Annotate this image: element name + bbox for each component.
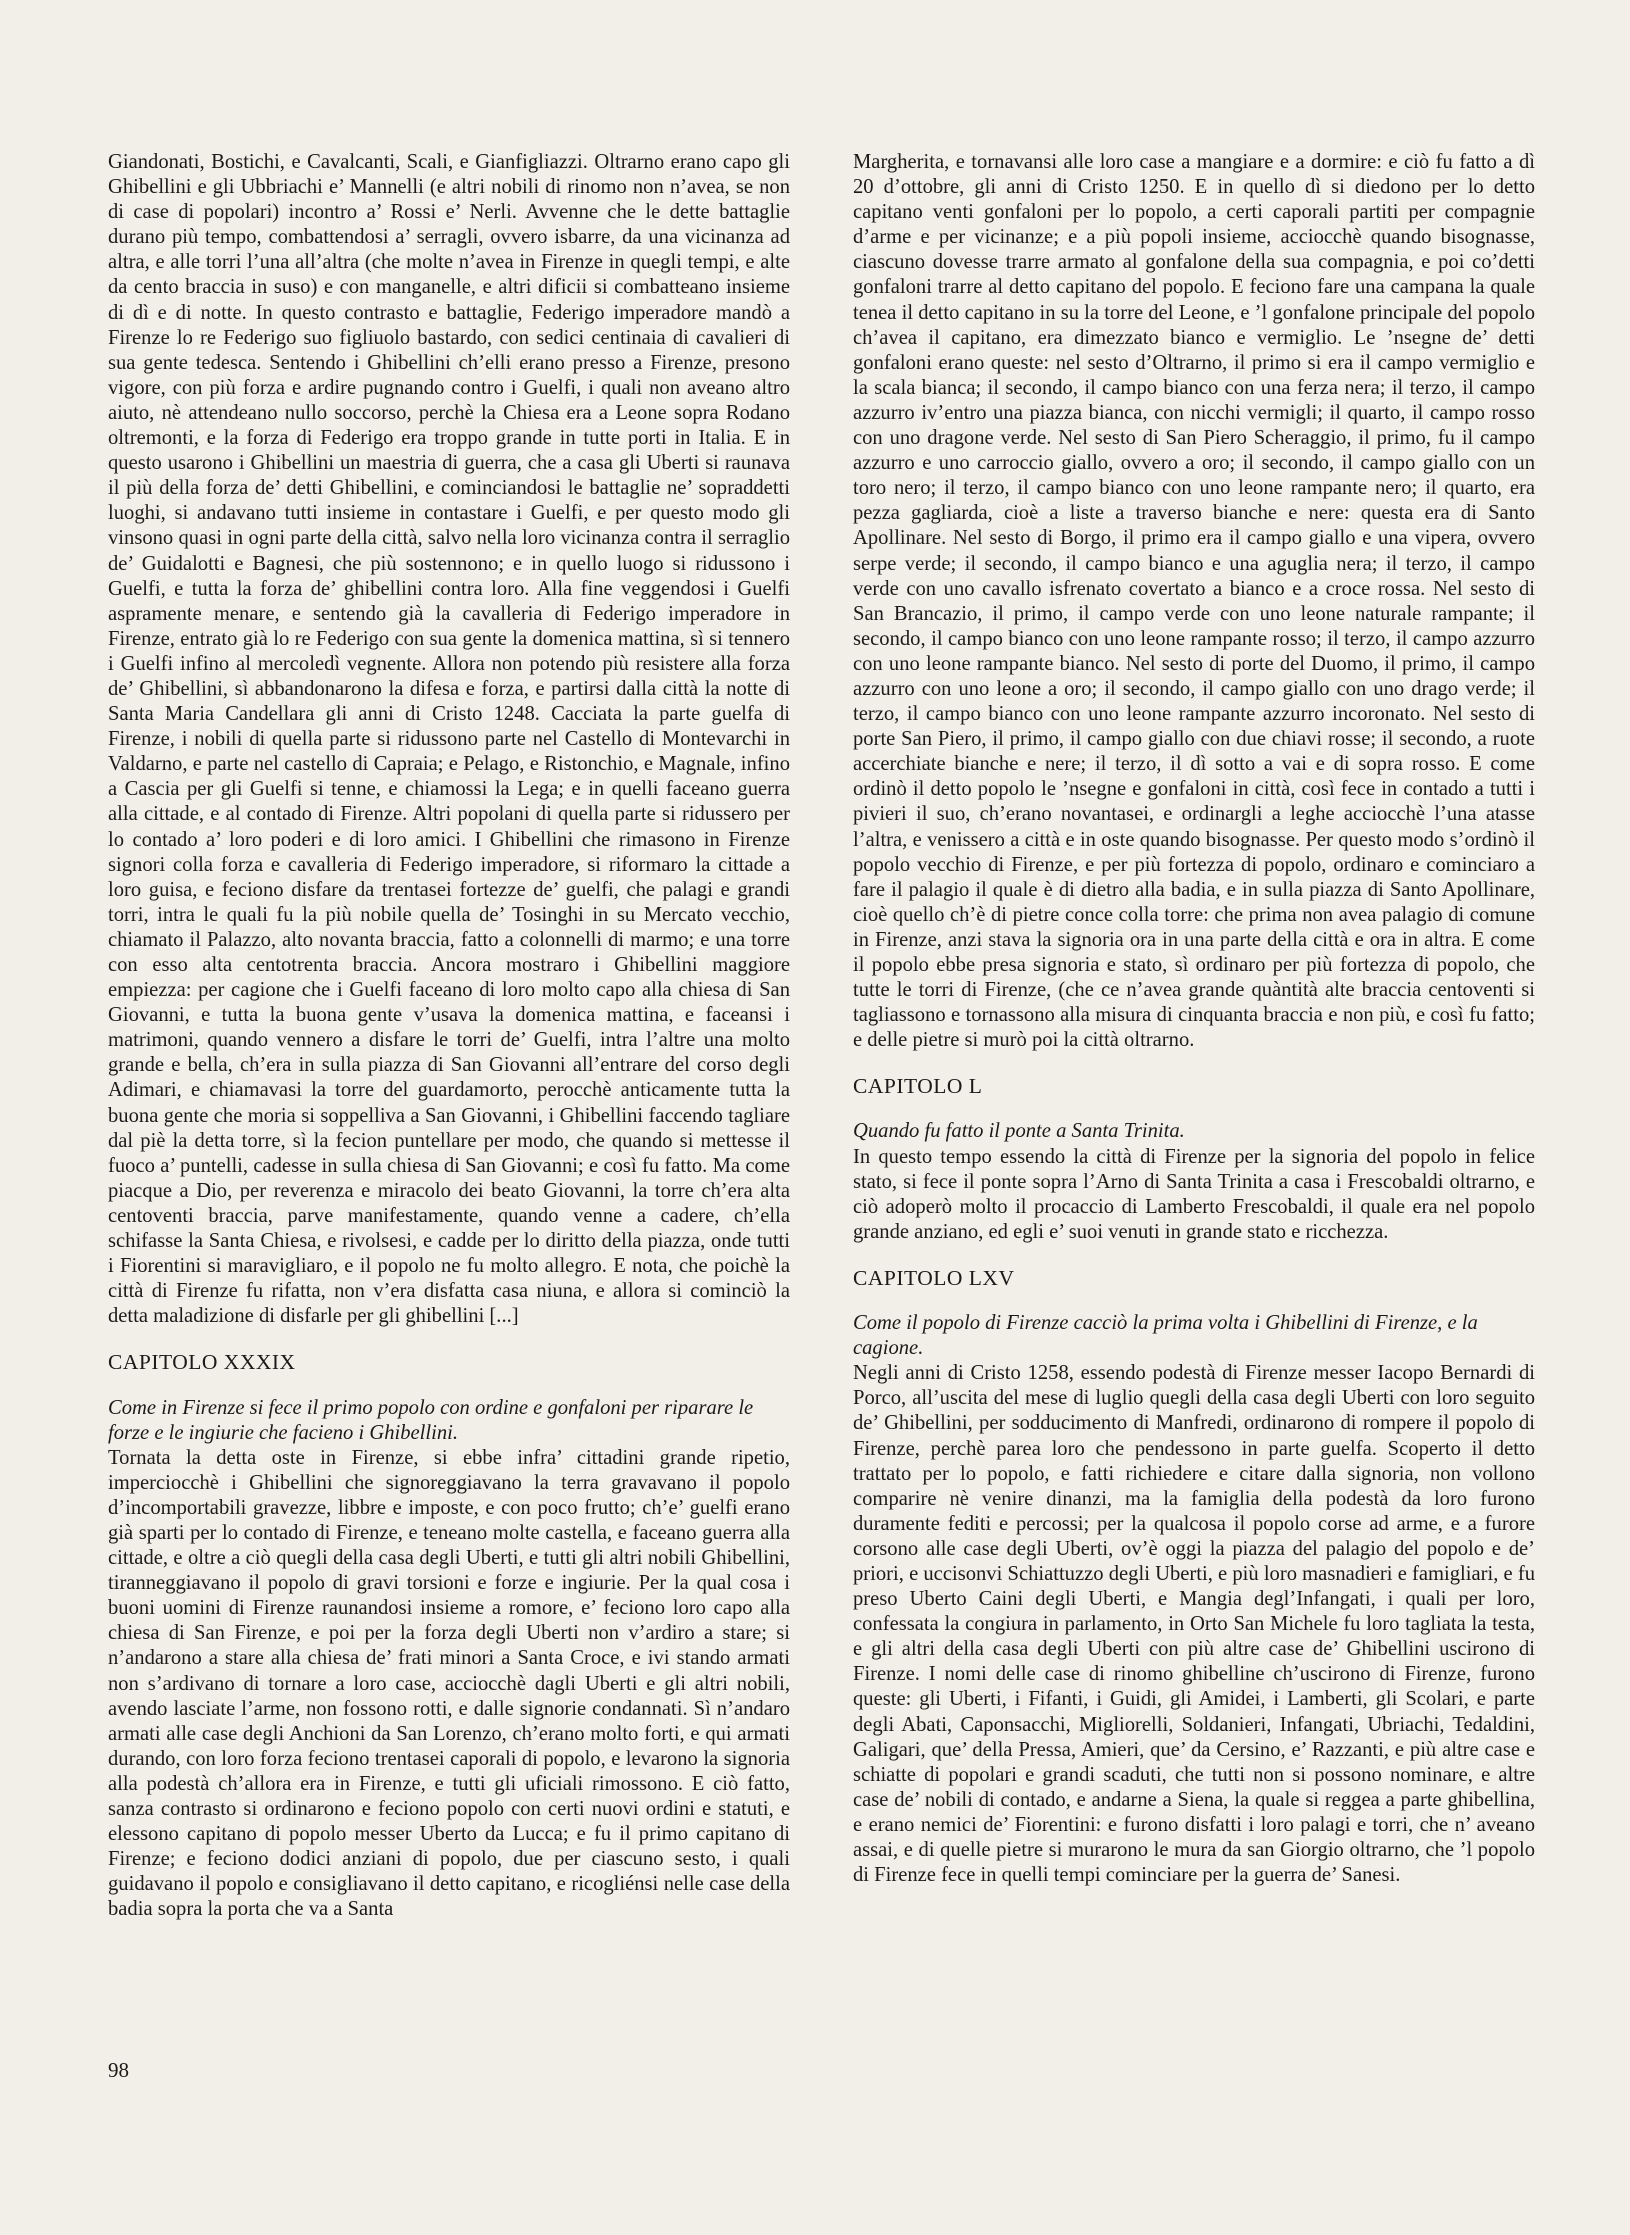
chapter-subtitle: Quando fu fatto il ponte a Santa Trinita. <box>853 1120 1185 1143</box>
page-number: 98 <box>108 2058 129 2082</box>
body-paragraph: In questo tempo essendo la città di Firenze per la signoria del popolo in felice stato, si fece il ponte sopra l’Arno di Santa Trinita a casa i Frescobaldi oltrarno, e ciò adoperò molto il procaccio di Lamberto Frescobaldi, il quale era nel popolo grande anziano, ed egli e’ suoi venuti in grande stato e ricchezza. <box>853 1145 1535 1243</box>
body-paragraph: Tornata la detta oste in Firenze, si ebbe infra’ cittadini grande ripetio, imperciocchè i Ghibellini che signoreggiavano la terra gravavano il popolo d’incomportabili gravezze, libbre e imposte, e con poco frutto; ch’e’ guelfi erano già sparti per lo contado di Firenze, e teneano molte castella, e faceano guerra alla cittade, e oltre a ciò quegli della casa degli Uberti, e tutti gli altri nobili Ghibellini, tiranneggiavano il popolo di gravi torsioni e forze e ingiurie. Per la qual cosa i buoni uomini di Firenze raunandosi insieme a romore, e’ feciono loro capo alla chiesa di San Firenze, e poi per la forza degli Uberti non v’ardiro a stare; si n’andarono a stare alla chiesa de’ frati minori a Santa Croce, e ivi stando armati non s’ardivano di tornare a loro case, acciocchè dagli Uberti e gli altri nobili, avendo lasciate l’arme, non fossono rotti, e dalle signorie condannati. Sì n’andaro armati alle case degli Anchioni da San Lorenzo, ch’erano molto forti, e qui armati durando, con loro forza feciono trentasei caporali di popolo, e levarono la signoria alla podestà ch’allora era in Firenze, e tutti gli uficiali rimossono. E ciò fatto, sanza contrasto si ordinarono e feciono popolo con certi nuovi ordini e statuti, e elessono capitano di popolo messer Uberto da Lucca; e fu il primo capitano di Firenze; e feciono dodici anziani di popolo, due per ciascuno sesto, i quali guidavano il popolo e consigliavano il detto capitano, e ricogliénsi nelle case della badia sopra la porta che va a Santa <box>108 1446 790 1921</box>
body-paragraph: Negli anni di Cristo 1258, essendo podestà di Firenze messer Iacopo Bernardi di Porco, all’uscita del mese di luglio quegli della casa degli Uberti con loro seguito de’ Ghibellini, per sodducimento di Manfredi, ordinarono di rompere il popolo di Firenze, perchè parea loro che pendessono in parte guelfa. Scoperto il detto trattato per lo popolo, e fatti richiedere e citare dalla signoria, non vollono comparire nè venire dinanzi, ma la famiglia della podestà da loro furono duramente fediti e percossi; per la qualcosa il popolo corse ad arme, e a furore corsono alle case degli Uberti, ov’è oggi la piazza del palagio del popolo e de’ priori, e uccisonvi Schiattuzzo degli Uberti, e più loro masnadieri e famigliari, e fu preso Uberto Caini degli Uberti, e Mangia degl’Infangati, i quali per loro, confessata la congiura in parlamento, in Orto San Michele fu loro tagliata la testa, e gli altri della casa degli Uberti con più altre case de’ Ghibellini uscirono di Firenze. I nomi delle case di rinomo ghibelline ch’uscirono di Firenze, furono queste: gli Uberti, i Fifanti, i Guidi, gli Amidei, i Lamberti, gli Scolari, e parte degli Abati, Caponsacchi, Migliorelli, Soldanieri, Infangati, Ubriachi, Tedaldini, Galigari, que’ della Pressa, Amieri, que’ da Cersino, e’ Razzanti, e più altre case e schiatte di popolari e grandi scaduti, che tutti non si possono nominare, e altre case de’ nobili di contado, e andarne a Siena, la quale si reggea a parte ghibellina, e erano nemici de’ Fiorentini: e furono disfatti i loro palagi e torri, che n’ aveano assai, e di quelle pietre si murarono le mura da san Giorgio oltrarno, che ’l popolo di Firenze fece in quelli tempi cominciare per la guerra de’ Sanesi. <box>853 1362 1535 1887</box>
left-column <box>108 150 790 1922</box>
chapter-heading: CAPITOLO LXV <box>853 1265 1015 1290</box>
chapter-heading: CAPITOLO L <box>853 1074 983 1099</box>
body-paragraph: Margherita, e tornavansi alle loro case a mangiare e a dormire: e ciò fu fatto a dì 20 d’ottobre, gli anni di Cristo 1250. E in quello dì si diedono per lo detto capitano venti gonfaloni per lo popolo, a certi caporali partiti per compagnie d’arme e per vicinanze; e a più popoli insieme, acciocchè quando bisognasse, ciascuno dovesse trarre armato al gonfalone della sua compagnia, e poi co’detti gonfaloni trarre al detto capitano del popolo. E feciono fare una campana la quale tenea il detto capitano in su la torre del Leone, e ’l gonfalone principale del popolo ch’avea il capitano, era dimezzato bianco e vermiglio. Le ’nsegne de’ detti gonfaloni erano queste: nel sesto d’Oltrarno, il primo si era il campo vermiglio e la scala bianca; il secondo, il campo bianco con una ferza nera; il terzo, il campo azzurro iv’entro una piazza bianca, con nicchi vermigli; il quarto, il campo rosso con uno dragone verde. Nel sesto di San Piero Scheraggio, il primo, fu il campo azzurro e uno carroccio giallo, ovvero a oro; il secondo, il campo giallo con un toro nero; il terzo, il campo bianco con uno leone rampante nero; il quarto, era pezza gagliarda, cioè a liste a traverso bianche e nere: questa era di Santo Apollinare. Nel sesto di Borgo, il primo era il campo giallo e una vipera, ovvero serpe verde; il secondo, il campo bianco e una aguglia nera; il terzo, il campo verde con uno cavallo isfrenato covertato a bianco e a croce rossa. Nel sesto di San Brancazio, il primo, il campo verde con uno leone naturale rampante; il secondo, il campo bianco con uno leone rampante rosso; il terzo, il campo azzurro con uno leone rampante bianco. Nel sesto di porte del Duomo, il primo, il campo azzurro con uno leone a oro; il secondo, il campo giallo con uno drago verde; il terzo, il campo bianco con uno leone rampante azzurro incoronato. Nel sesto di porte San Piero, il primo, il campo giallo con due chiavi rosse; il secondo, a ruote accerchiate bianche e nere; il terzo, il dì sotto a vai e di sopra rosso. E come ordinò il detto popolo le ’nsegne e gonfaloni in città, così fece in contado a tutti i pivieri il suo, ch’erano novantasei, e ordinargli a leghe acciocchè l’una atasse l’altra, e venissero a città e in oste quando bisognasse. Per questo modo s’ordinò il popolo vecchio di Firenze, e per più fortezza di popolo, ordinaro e cominciaro a fare il palagio il quale è di dietro alla badia, e in sulla piazza di Santo Apollinare, cioè quello ch’è di pietre conce colla torre: che prima non avea palagio di comune in Firenze, anzi stava la signoria ora in una parte della città e ora in altra. E come il popolo ebbe presa signoria e stato, sì ordinaro per più fortezza di popolo, che tutte le torri di Firenze, (che ce n’avea grande quàntità alte braccia centoventi si tagliassono e tornassono alla misura di cinquanta braccia e non più, e così fu fatto; e delle pietre si murò poi la città oltrarno. <box>853 151 1535 1052</box>
right-column <box>853 150 1535 1888</box>
chapter-subtitle: Come in Firenze si fece il primo popolo con ordine e gonfaloni per riparare le forze e le ingiurie che facieno i Ghibellini. <box>108 1396 754 1444</box>
chapter-heading: CAPITOLO XXXIX <box>108 1350 296 1375</box>
chapter-subtitle: Come il popolo di Firenze cacciò la prima volta i Ghibellini di Firenze, e la cagione. <box>853 1312 1478 1360</box>
body-paragraph: Giandonati, Bostichi, e Cavalcanti, Scali, e Gianfigliazzi. Oltrarno erano capo gli Ghibellini e gli Ubbriachi e’ Mannelli (e altri nobili di rinomo non n’avea, se non di case di popolari) incontro a’ Rossi e’ Nerli. Avvenne che le dette battaglie durano più tempo, combattendosi a’ serragli, ovvero isbarre, da una vicinanza ad altra, e alle torri l’una all’altra (che molte n’avea in Firenze in quegli tempi, e alte da cento braccia in suso) e con manganelle, e altri dificii si combatteano insieme di dì e di notte. In questo contrasto e battaglie, Federigo imperadore mandò a Firenze lo re Federigo suo figliuolo bastardo, con sedici centinaia di cavalieri di sua gente tedesca. Sentendo i Ghibellini ch’elli erano presso a Firenze, presono vigore, con più forza e ardire pugnando contro i Guelfi, i quali non aveano altro aiuto, nè attendeano nullo soccorso, perchè la Chiesa era a Leone sopra Rodano oltremonti, e la forza di Federigo era troppo grande in tutte porti in Italia. E in questo usarono i Ghibellini un maestria di guerra, che a casa gli Uberti si raunava il più della forza de’ detti Ghibellini, e cominciandosi le battaglie ne’ sopraddetti luoghi, si andavano tutti insieme in contastare i Guelfi, e per questo modo gli vinsono quasi in ogni parte della città, salvo nella loro vicinanza contra il serraglio de’ Guidalotti e Bagnesi, che più sostennono; e in quello luogo si ridussono i Guelfi, e tutta la forza de’ ghibellini contra loro. Alla fine veggendosi i Guelfi aspramente menare, e sentendo già la cavalleria di Federigo imperadore in Firenze, entrato già lo re Federigo con sua gente la domenica mattina, sì si tennero i Guelfi infino al mercoledì vegnente. Allora non potendo più resistere alla forza de’ Ghibellini, sì abbandonarono la difesa e forza, e partirsi dalla città la notte di Santa Maria Candellara gli anni di Cristo 1248. Cacciata la parte guelfa di Firenze, i nobili di quella parte si ridussono parte nel Castello di Montevarchi in Valdarno, e parte nel castello di Capraia; e Pelago, e Ristonchio, e Magnale, infino a Cascia per gli Guelfi si tenne, e chiamossi la Lega; e in quelli faceano guerra alla cittade, e al contado di Firenze. Altri popolani di quella parte si ridussero per lo contado a’ loro poderi e di loro amici. I Ghibellini che rimasono in Firenze signori colla forza e cavalleria di Federigo imperadore, si riformaro la cittade a loro guisa, e feciono disfare da trentasei fortezze de’ guelfi, che palagi e grandi torri, intra le quali fu la più nobile quella de’ Tosinghi in su Mercato vecchio, chiamato il Palazzo, alto novanta braccia, fatto a colonnelli di marmo; e una torre con esso alta centotrenta braccia. Ancora mostraro i Ghibellini maggiore empiezza: per cagione che i Guelfi faceano di loro molto capo alla chiesa di San Giovanni, e tutta la buona gente v’usava la domenica mattina, e faceansi i matrimoni, quando vennero a disfare le torri de’ Guelfi, intra l’altre una molto grande e bella, ch’era in sulla piazza di San Giovanni all’entrare del corso degli Adimari, e chiamavasi la torre del guardamorto, perocchè anticamente tutta la buona gente che moria si soppelliva a San Giovanni, i Ghibellini faccendo tagliare dal piè la detta torre, sì la fecion puntellare per modo, che quando si mettesse il fuoco a’ puntelli, cadesse in sulla chiesa di San Giovanni; e così fu fatto. Ma come piacque a Dio, per reverenza e miracolo dei beato Giovanni, la torre ch’era alta centoventi braccia, parve manifestamente, quando venne a cadere, ch’ella schifasse la Santa Chiesa, e rivolsesi, e cadde per lo diritto della piazza, onde tutti i Fiorentini si maravigliaro, e il popolo ne fu molto allegro. E nota, che poichè la città di Firenze fu rifatta, non v’era disfatta casa niuna, e allora si cominciò la detta maladizione di disfarle per gli ghibellini [...] <box>108 151 790 1328</box>
